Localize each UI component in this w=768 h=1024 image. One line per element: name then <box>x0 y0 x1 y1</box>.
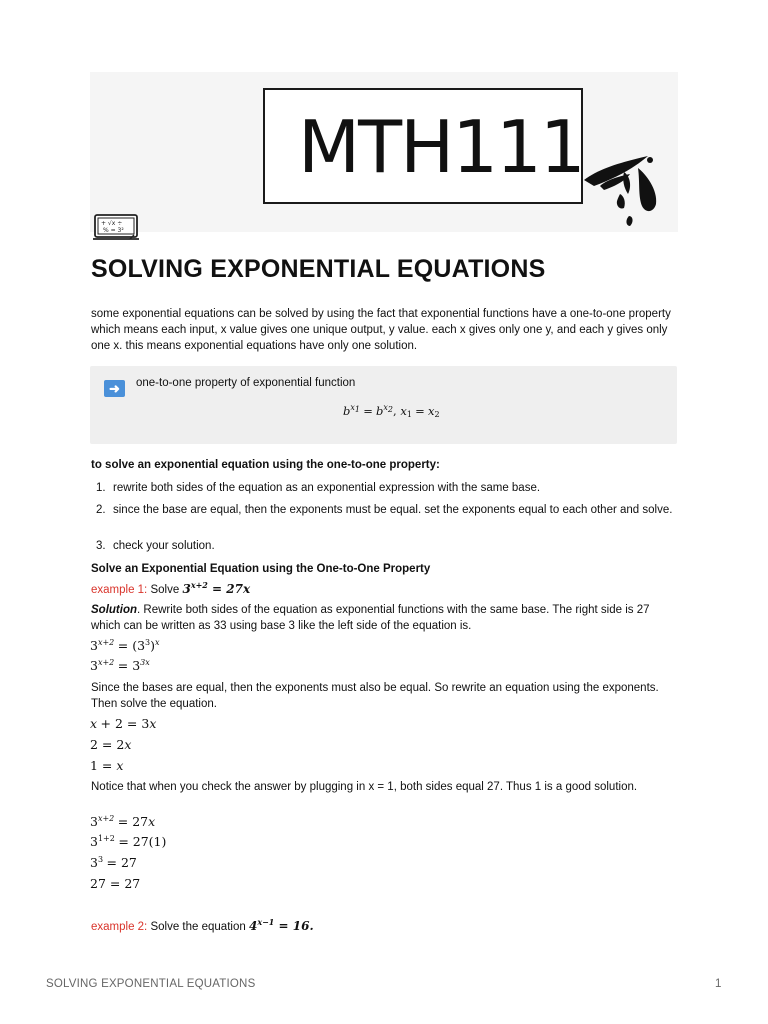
example-2-prompt: example 2: Solve the equation $4^{x-1} = 16$. <box>91 917 314 933</box>
solution-label: Solution <box>91 604 137 616</box>
example-2-label: example 2: <box>91 921 148 933</box>
right-arrow-icon: ➜ <box>104 380 125 397</box>
example-2-prompt-text: Solve the equation <box>150 921 246 933</box>
svg-text:% = 3²: % = 3² <box>103 227 124 234</box>
page-title: SOLVING EXPONENTIAL EQUATIONS <box>91 255 546 283</box>
course-logo-text: MTH111 <box>298 105 584 189</box>
equation-line: 1 = x <box>90 758 124 773</box>
equation-line: $3^{x+2} = 27x$ <box>90 814 156 829</box>
equation-line: x + 2 = 3x <box>90 716 157 731</box>
list-item: 3. check your solution. <box>96 538 681 554</box>
equation-line: $3^{x+2} = (3^3)^x$ <box>90 638 160 653</box>
example-1-prompt: example 1: Solve $3^{x+2} = 27x$ <box>91 580 251 596</box>
equation-line: 2 = 2x <box>90 737 132 752</box>
list-item-text: since the base are equal, then the exponents must be equal. set the exponents equal to each other and solve. <box>113 504 673 516</box>
callout-title: one-to-one property of exponential function <box>136 377 356 389</box>
list-item-text: rewrite both sides of the equation as an exponential expression with the same base. <box>113 482 541 494</box>
section-heading: Solve an Exponential Equation using the One-to-One Property <box>91 563 431 575</box>
list-item: 2. since the base are equal, then the exponents must be equal. set the exponents equal to each other and solve. <box>96 502 681 534</box>
calculator-board-icon <box>92 213 140 243</box>
solution-text: . Rewrite both sides of the equation as exponential functions with the same base. The right side is 27 which can be written as 33 using base 3 like the left side of the equation is. <box>91 604 650 632</box>
solution-paragraph <box>91 602 681 634</box>
procedure-heading: to solve an exponential equation using the one-to-one property: <box>91 459 440 471</box>
example-1-prompt-text: Solve <box>150 584 180 596</box>
footer-title: SOLVING EXPONENTIAL EQUATIONS <box>46 978 256 990</box>
equation-line: $3^3 = 27$ <box>90 855 137 870</box>
equation-line: $3^{x+2} = 3^{3x}$ <box>90 658 150 673</box>
ink-splash-icon <box>580 150 662 230</box>
bases-paragraph: Since the bases are equal, then the exponents must also be equal. So rewrite an equation using the exponents. Then solve the equation. <box>91 682 659 710</box>
one-to-one-formula: $b^{x_1} = b^{x_2}$, $x_1 = x_2$ <box>343 403 440 419</box>
check-paragraph: Notice that when you check the answer by plugging in x = 1, both sides equal 27. Thus 1 is a good solution. <box>91 781 638 793</box>
svg-text:+ √x ÷: + √x ÷ <box>101 220 123 227</box>
list-item: 1. rewrite both sides of the equation as an exponential expression with the same base. <box>96 480 681 496</box>
intro-paragraph: some exponential equations can be solved by using the fact that exponential functions have a one-to-one property which means each input, x value gives one unique output, y value. each x gives only one y, and each y gives only one x. this means exponential equations have only one solution. <box>91 308 671 352</box>
example-1-label: example 1: <box>91 584 148 596</box>
page-number: 1 <box>715 978 722 990</box>
equation-line: $3^{1+2} = 27(1)$ <box>90 834 167 849</box>
equation-line: 27 = 27 <box>90 876 141 891</box>
list-item-text: check your solution. <box>113 540 215 552</box>
